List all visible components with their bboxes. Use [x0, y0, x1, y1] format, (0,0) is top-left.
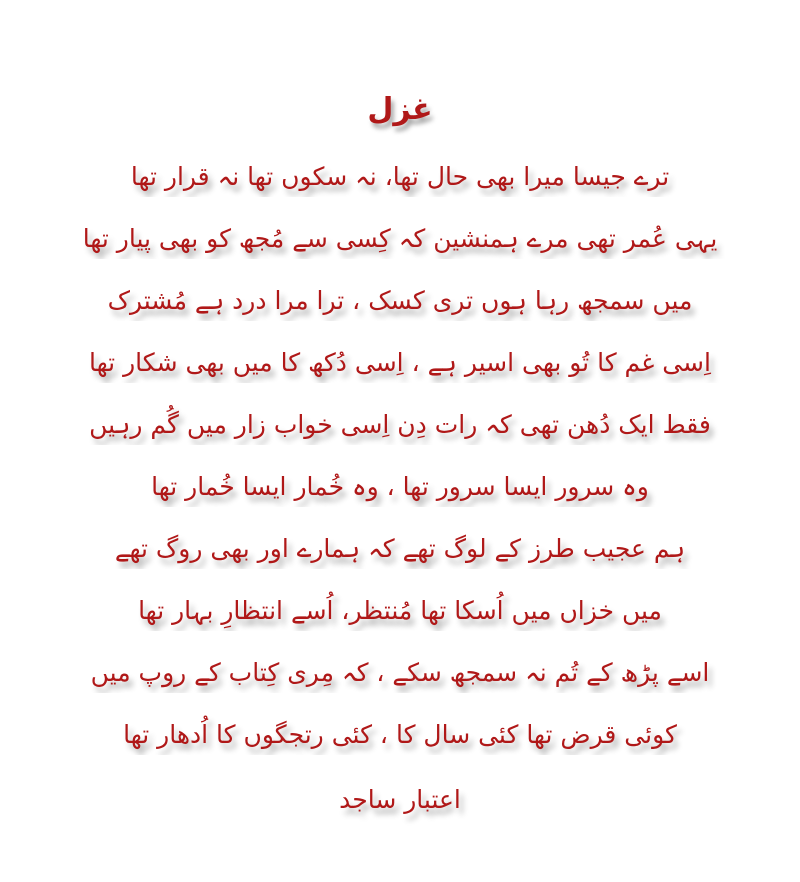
verse-line-7: ہم عجیب طرز کے لوگ تھے کہ ہمارے اور بھی روگ تھے: [114, 534, 686, 563]
verse-line-4: اِسی غم کا تُو بھی اسیر ہے ، اِسی دُکھ کا میں بھی شکار تھا: [89, 348, 711, 377]
verse-line-3: میں سمجھ رہا ہوں تری کسک ، ترا مرا درد ہے مُشترک: [107, 286, 693, 315]
verse-line-9: اسے پڑھ کے تُم نہ سمجھ سکے ، کہ مِری کِتاب کے روپ میں: [90, 658, 710, 687]
verse-line-8: میں خزاں میں اُسکا تھا مُنتظر، اُسے انتظارِ بہار تھا: [138, 596, 662, 625]
poet-name: اعتبار ساجد: [339, 785, 461, 814]
verse-line-1: ترے جیسا میرا بھی حال تھا، نہ سکوں تھا نہ قرار تھا: [130, 162, 670, 191]
verse-line-5: فقط ایک دُھن تھی کہ رات دِن اِسی خواب زار میں گُم رہیں: [89, 410, 711, 439]
poem-title: غزل: [367, 92, 433, 127]
verse-line-2: یہی عُمر تھی مرے ہمنشین کہ کِسی سے مُجھ کو بھی پیار تھا: [82, 224, 718, 253]
verse-line-6: وہ سرور ایسا سرور تھا ، وہ خُمار ایسا خُمار تھا: [151, 472, 649, 501]
verse-line-10: کوئی قرض تھا کئی سال کا ، کئی رتجگوں کا اُدھار تھا: [123, 720, 677, 749]
